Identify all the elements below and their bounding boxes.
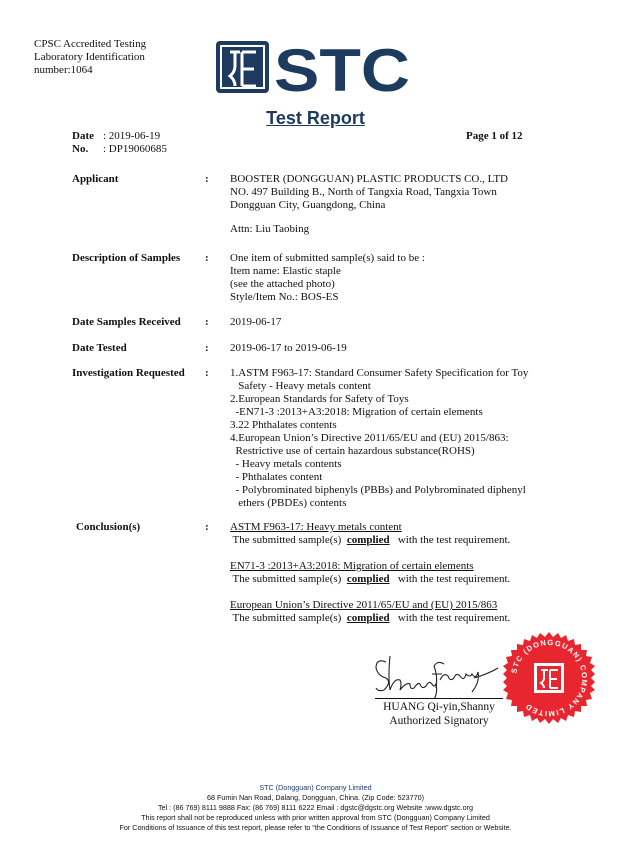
lab-id-line: Laboratory Identification bbox=[34, 51, 145, 63]
tested-value: 2019-06-17 to 2019-06-19 bbox=[230, 342, 347, 354]
page-title: Test Report bbox=[266, 108, 365, 128]
received-value: 2019-06-17 bbox=[230, 316, 282, 328]
attn: Attn: Liu Taobing bbox=[230, 223, 310, 235]
conclusion-standard: European Union’s Directive 2011/65/EU and (EU) 2015/863 bbox=[230, 599, 498, 611]
result-suffix: with the test requirement. bbox=[389, 534, 511, 546]
description-label: Description of Samples bbox=[72, 252, 181, 264]
signatory-title: Authorized Signatory bbox=[389, 715, 489, 727]
result-status: complied bbox=[346, 534, 390, 546]
received-label: Date Samples Received bbox=[72, 316, 181, 328]
description-line: Item name: Elastic staple bbox=[230, 265, 341, 277]
investigation-line: -EN71-3 :2013+A3:2018: Migration of certain elements bbox=[230, 406, 483, 418]
footer-notice: For Conditions of Issuance of this test report, please refer to “the Conditions of Issuance of Test Report” section or Website. bbox=[119, 823, 512, 832]
footer-company: STC (Dongguan) Company Limited bbox=[259, 783, 372, 792]
result-prefix: The submitted sample(s) bbox=[230, 612, 347, 624]
conclusion-result bbox=[230, 534, 510, 547]
investigation-line: Restrictive use of certain hazardous substance(ROHS) bbox=[230, 445, 475, 457]
svg-text:STC: STC bbox=[274, 40, 410, 102]
description-line: One item of submitted sample(s) said to be : bbox=[230, 252, 425, 264]
colon: : bbox=[205, 367, 209, 379]
conclusion-standard: ASTM F963-17: Heavy metals content bbox=[230, 521, 402, 533]
result-prefix: The submitted sample(s) bbox=[230, 534, 347, 546]
applicant-value bbox=[230, 173, 508, 236]
result-status: complied bbox=[346, 612, 390, 624]
investigation-line: ethers (PBDEs) contents bbox=[230, 497, 347, 509]
result-prefix: The submitted sample(s) bbox=[230, 573, 347, 585]
colon: : bbox=[205, 316, 209, 328]
result-suffix: with the test requirement. bbox=[389, 573, 511, 585]
number-value: : DP19060685 bbox=[103, 143, 167, 155]
investigation-line: 1.ASTM F963-17: Standard Consumer Safety Specification for Toy bbox=[230, 367, 529, 379]
investigation-line: Safety - Heavy metals content bbox=[230, 380, 371, 392]
lab-id-line: number:1064 bbox=[34, 64, 93, 76]
investigation-line: 3.22 Phthalates contents bbox=[230, 419, 337, 431]
investigation-line: 2.European Standards for Safety of Toys bbox=[230, 393, 409, 405]
signature-line bbox=[375, 698, 503, 699]
date-value: : 2019-06-19 bbox=[103, 130, 161, 142]
result-status: complied bbox=[346, 573, 390, 585]
lab-id-line: CPSC Accredited Testing bbox=[34, 38, 147, 50]
date-label: Date bbox=[72, 130, 94, 142]
conclusion-result bbox=[230, 573, 510, 586]
conclusion-standard: EN71-3 :2013+A3:2018: Migration of certain elements bbox=[230, 560, 474, 572]
footer-notice: This report shall not be reproduced unless with prior written approval from STC (Dongguan) Company Limited bbox=[141, 813, 490, 822]
signatory bbox=[375, 700, 503, 728]
description-line: Style/Item No.: BOS-ES bbox=[230, 291, 339, 303]
description-value bbox=[230, 252, 425, 304]
applicant-label: Applicant bbox=[72, 173, 119, 185]
stc-logo bbox=[216, 40, 412, 102]
investigation-line: 4.European Union’s Directive 2011/65/EU and (EU) 2015/863: bbox=[230, 432, 509, 444]
signature-image bbox=[372, 650, 502, 702]
applicant-line: Dongguan City, Guangdong, China bbox=[230, 199, 386, 211]
investigation-line: - Heavy metals contents bbox=[230, 458, 342, 470]
page-number: Page 1 of 12 bbox=[466, 130, 523, 142]
tested-label: Date Tested bbox=[72, 342, 127, 354]
svg-text:STC (DONGGUAN) COMPANY LIMITED: STC (DONGGUAN) COMPANY LIMITED bbox=[509, 637, 590, 719]
colon: : bbox=[205, 521, 209, 533]
number-label: No. bbox=[72, 143, 89, 155]
investigation-value bbox=[230, 367, 528, 510]
investigation-line: - Polybrominated biphenyls (PBBs) and Polybrominated diphenyl bbox=[230, 484, 526, 496]
conclusion-result bbox=[230, 612, 510, 625]
footer-address: 68 Fumin Nan Road, Dalang, Dongguan, China. (Zip Code: 523770) bbox=[207, 793, 424, 802]
colon: : bbox=[205, 173, 209, 185]
conclusion-label: Conclusion(s) bbox=[76, 521, 141, 533]
applicant-line: NO. 497 Building B., North of Tangxia Road, Tangxia Town bbox=[230, 186, 497, 198]
footer bbox=[0, 783, 631, 833]
applicant-line: BOOSTER (DONGGUAN) PLASTIC PRODUCTS CO., LTD bbox=[230, 173, 508, 185]
result-suffix: with the test requirement. bbox=[389, 612, 511, 624]
investigation-line: - Phthalates content bbox=[230, 471, 323, 483]
investigation-label: Investigation Requested bbox=[72, 367, 185, 379]
lab-identification bbox=[34, 38, 146, 77]
conclusion-value bbox=[230, 521, 510, 625]
colon: : bbox=[205, 342, 209, 354]
description-line: (see the attached photo) bbox=[230, 278, 335, 290]
footer-contact: Tel : (86 769) 8111 9888 Fax: (86 769) 8111 6222 Email : dgstc@dgstc.org Website :www.dgstc.org bbox=[157, 803, 474, 812]
colon: : bbox=[205, 252, 209, 264]
signatory-name: HUANG Qi-yin,Shanny bbox=[383, 701, 495, 713]
company-seal bbox=[503, 632, 595, 728]
